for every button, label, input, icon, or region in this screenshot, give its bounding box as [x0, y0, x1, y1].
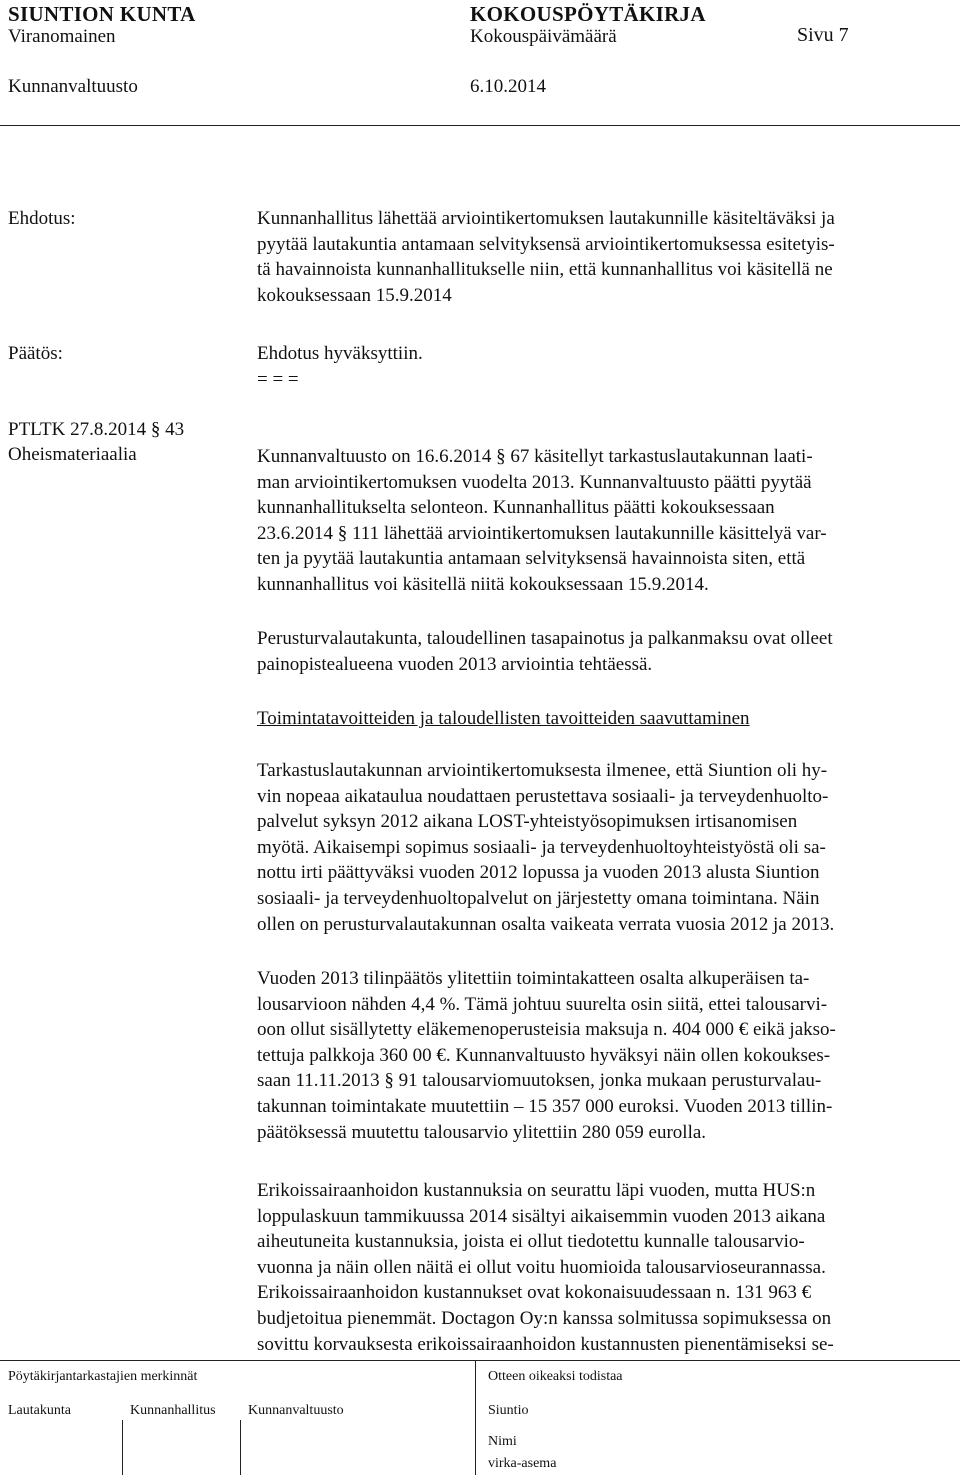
header-divider — [0, 125, 960, 126]
text-line: pyytää lautakuntia antamaan selvityksensä arviointikertomuksessa esitetyis- — [257, 233, 835, 255]
text-line: lousarvioon nähden 4,4 %. Tämä johtuu suurelta osin siitä, ettei talousarvi- — [257, 993, 828, 1015]
text-line: sosiaali- ja terveydenhuoltopalvelut on järjestetty omana toimintana. Näin — [257, 887, 820, 909]
text-line: takunnan toimintakate muutettiin – 15 357 000 euroksi. Vuoden 2013 tillin- — [257, 1095, 833, 1117]
text-line: aiheutuneita kustannuksia, joista ei ollut tiedotettu kunnalle talousarvio- — [257, 1231, 805, 1253]
text-line: vuonna ja näin ollen näitä ei ollut voitu huomioida talousarvioseurannassa. — [257, 1256, 826, 1278]
footer-col-lautakunta: Lautakunta — [8, 1403, 71, 1418]
footer-col-kunnanvaltuusto: Kunnanvaltuusto — [248, 1403, 344, 1418]
text-line: Perusturvalautakunta, taloudellinen tasapainotus ja palkanmaksu ovat olleet — [257, 628, 833, 649]
footer-column-divider — [475, 1360, 476, 1475]
authority-value: Kunnanvaltuusto — [8, 76, 138, 97]
text-line: painopistealueena vuoden 2013 arviointia tehtäessä. — [257, 653, 653, 675]
text-line: päätöksessä muutettu talousarvio ylitettiin 280 059 eurolla. — [257, 1121, 707, 1143]
text-line: tä havainnoista kunnanhallitukselle niin, että kunnanhallitus voi käsitellä ne — [257, 259, 833, 281]
footer-top-border — [0, 1360, 960, 1361]
label-paatos: Päätös: — [8, 343, 63, 364]
text-line: kunnanhallitukselta selonteon. Kunnanhallitus päätti kokouksessaan — [257, 497, 775, 519]
text-line: budjetoitua pienemmät. Doctagon Oy:n kanssa solmitussa sopimuksessa on — [257, 1307, 832, 1329]
org-name: SIUNTION KUNTA — [8, 2, 196, 26]
text-line: myötä. Aikaisempi sopimus sosiaali- ja terveydenhuoltoyhteistyöstä oli sa- — [257, 836, 826, 858]
paragraph-budget — [257, 966, 957, 1145]
text-line: Kunnanvaltuusto on 16.6.2014 § 67 käsitellyt tarkastuslautakunnan laati- — [257, 446, 813, 467]
paragraph-specialist-care — [257, 1178, 957, 1357]
text-line: kunnanhallitus voi käsitellä niitä kokouksessaan 15.9.2014. — [257, 573, 709, 595]
footer-reviewers-title: Pöytäkirjantarkastajien merkinnät — [8, 1369, 198, 1384]
footer-name-label: Nimi — [488, 1434, 517, 1449]
text-line: kokouksessaan 15.9.2014 — [257, 284, 452, 306]
text-line: oon ollut sisällytetty eläkemenoperusteisia maksuja n. 404 000 € eikä jakso- — [257, 1019, 836, 1041]
text-line: = = = — [257, 368, 299, 390]
text-line: ollen on perusturvalautakunnan osalta vaikeata verrata vuosia 2012 ja 2013. — [257, 913, 835, 935]
text-line: loppulaskuun tammikuussa 2014 sisältyi aikaisemmin vuoden 2013 aikana — [257, 1205, 826, 1227]
date-label: Kokouspäivämäärä — [470, 26, 617, 47]
meeting-date: 6.10.2014 — [470, 76, 546, 97]
text-line: nottu irti päättyväksi vuoden 2012 lopussa ja vuoden 2013 alusta Siuntion — [257, 862, 820, 884]
paragraph-assessment — [257, 758, 957, 937]
text-line: Tarkastuslautakunnan arviointikertomuksesta ilmenee, että Siuntion oli hy- — [257, 760, 828, 781]
footer-col-kunnanhallitus: Kunnanhallitus — [130, 1403, 216, 1418]
text-line: Vuoden 2013 tilinpäätös ylitettiin toimintakatteen osalta alkuperäisen ta- — [257, 968, 810, 989]
authority-label: Viranomainen — [8, 26, 116, 47]
footer-place: Siuntio — [488, 1403, 529, 1418]
section-heading — [257, 706, 957, 732]
footer-cell-divider-2 — [240, 1420, 241, 1475]
label-oheismateriaalia: Oheismateriaalia — [8, 444, 137, 465]
page-number: Sivu 7 — [797, 24, 849, 46]
footer-certified-title: Otteen oikeaksi todistaa — [488, 1369, 623, 1384]
decision-text — [257, 341, 957, 392]
text-line: Kunnanhallitus lähettää arviointikertomuksen lautakunnille käsiteltäväksi ja — [257, 208, 835, 229]
footer-title-label: virka-asema — [488, 1456, 557, 1471]
text-line: 23.6.2014 § 111 lähettää arviointikertomuksen lautakunnille käsittelyä var- — [257, 522, 827, 544]
text-line: tettuja palkkoja 360 00 €. Kunnanvaltuusto hyväksyi näin ollen kokoukses- — [257, 1044, 831, 1066]
heading-text: Toimintatavoitteiden ja taloudellisten tavoitteiden saavuttaminen — [257, 708, 750, 729]
document-type: KOKOUSPÖYTÄKIRJA — [470, 2, 706, 26]
footer-cell-divider-1 — [122, 1420, 123, 1475]
label-ehdotus: Ehdotus: — [8, 208, 76, 229]
reference-ptltk: PTLTK 27.8.2014 § 43 — [8, 419, 185, 440]
proposal-text — [257, 206, 957, 308]
text-line: sovittu korvauksesta erikoissairaanhoidon kustannusten pienentämiseksi se- — [257, 1333, 834, 1355]
text-line: Ehdotus hyväksyttiin. — [257, 343, 423, 364]
text-line: palvelut syksyn 2012 aikana LOST-yhteistyösopimuksen irtisanomisen — [257, 811, 798, 833]
text-line: vin nopeaa aikataulua noudattaen perustettava sosiaali- ja terveydenhuolto- — [257, 785, 829, 807]
paragraph-focus-areas — [257, 626, 957, 677]
text-line: Erikoissairaanhoidon kustannukset ovat kokonaisuudessaan n. 131 963 € — [257, 1282, 812, 1304]
text-line: saan 11.11.2013 § 91 talousarviomuutoksen, jonka mukaan perusturvalau- — [257, 1070, 822, 1092]
text-line: ten ja pyytää lautakuntia antamaan selvityksensä havainnoista siten, että — [257, 548, 806, 570]
text-line: Erikoissairaanhoidon kustannuksia on seurattu läpi vuoden, mutta HUS:n — [257, 1180, 816, 1201]
text-line: man arviointikertomuksen vuodelta 2013. Kunnanvaltuusto päätti pyytää — [257, 471, 812, 493]
paragraph-background — [257, 444, 957, 598]
